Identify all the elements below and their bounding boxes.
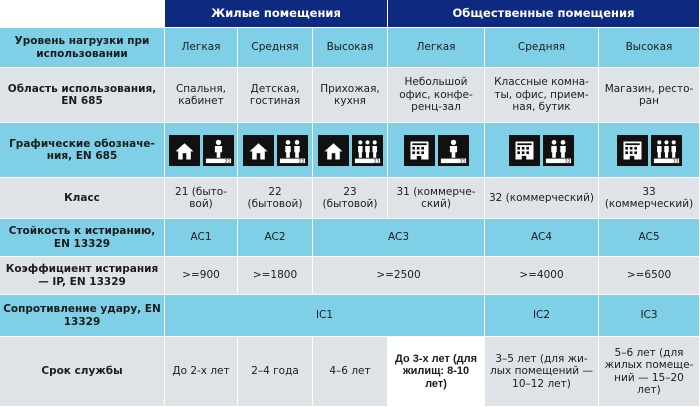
svg-text:23: 23 bbox=[373, 159, 380, 164]
abrasion-class-cell: AC2 bbox=[238, 219, 313, 257]
service-life-cell: До 2-х лет bbox=[165, 337, 238, 407]
symbol-cell-21 bbox=[165, 123, 238, 178]
usage-area-cell: Классные комна-ты, офис, прием-ная, бутик bbox=[485, 68, 599, 123]
row-label-load-level: Уровень нагрузки при использовании bbox=[0, 28, 165, 68]
usage-area-cell: Спальня, кабинет bbox=[165, 68, 238, 123]
service-life-cell: 2–4 года bbox=[238, 337, 313, 407]
symbol-cell-23 bbox=[313, 123, 388, 178]
abrasion-class-cell: AC3 bbox=[313, 219, 485, 257]
abrasion-class-cell: AC1 bbox=[165, 219, 238, 257]
house-icon bbox=[243, 135, 274, 166]
service-life-cell: 5–6 лет (для жилых помеще-ний — 15–20 лет) bbox=[599, 337, 700, 407]
impact-class-cell: IC3 bbox=[599, 295, 700, 337]
service-life-cell: 3–5 лет (для жи-лых помещений — 10–12 лет) bbox=[485, 337, 599, 407]
usage-area-cell: Магазин, ресто-ран bbox=[599, 68, 700, 123]
row-label-abrasion-coefficient: Коэффициент истирания — IP, EN 13329 bbox=[0, 257, 165, 295]
house-icon bbox=[318, 135, 349, 166]
usage-area-cell: Детская, гостиная bbox=[238, 68, 313, 123]
person-3-icon bbox=[651, 135, 682, 166]
row-label-class: Класс bbox=[0, 178, 165, 219]
symbol-cell-33 bbox=[599, 123, 700, 178]
impact-class-cell: IC2 bbox=[485, 295, 599, 337]
usage-area-cell: Небольшой офис, конфе-ренц-зал bbox=[388, 68, 485, 123]
class-cell: 23 (бытовой) bbox=[313, 178, 388, 219]
abrasion-coefficient-cell: >=6500 bbox=[599, 257, 700, 295]
load-level-cell: Средняя bbox=[485, 28, 599, 68]
load-level-cell: Легкая bbox=[165, 28, 238, 68]
svg-text:22: 22 bbox=[298, 159, 305, 164]
impact-class-cell: IC1 bbox=[165, 295, 485, 337]
symbol-cell-31 bbox=[388, 123, 485, 178]
header-corner bbox=[0, 0, 165, 28]
svg-text:32: 32 bbox=[564, 159, 571, 164]
service-life-cell: 4–6 лет bbox=[313, 337, 388, 407]
abrasion-coefficient-cell: >=900 bbox=[165, 257, 238, 295]
person-2-icon bbox=[277, 135, 308, 166]
class-cell: 21 (быто-вой) bbox=[165, 178, 238, 219]
abrasion-coefficient-cell: >=2500 bbox=[313, 257, 485, 295]
row-label-abrasion-resistance: Стойкость к истиранию, EN 13329 bbox=[0, 219, 165, 257]
class-cell: 31 (коммерче-ский) bbox=[388, 178, 485, 219]
load-level-cell: Высокая bbox=[313, 28, 388, 68]
class-cell: 22 (бытовой) bbox=[238, 178, 313, 219]
svg-text:31: 31 bbox=[459, 159, 466, 164]
class-cell: 33 (коммерческий) bbox=[599, 178, 700, 219]
service-life-cell-note: До 3-х лет (для жилищ: 8-10 лет) bbox=[388, 337, 485, 407]
house-icon bbox=[169, 135, 200, 166]
person-1-icon bbox=[438, 135, 469, 166]
header-residential: Жилые помещения bbox=[165, 0, 388, 28]
row-label-service-life: Срок службы bbox=[0, 337, 165, 407]
abrasion-class-cell: AC4 bbox=[485, 219, 599, 257]
office-building-icon bbox=[617, 135, 648, 166]
abrasion-class-cell: AC5 bbox=[599, 219, 700, 257]
load-level-cell: Высокая bbox=[599, 28, 700, 68]
office-building-icon bbox=[404, 135, 435, 166]
row-label-impact-resistance: Сопротивление удару, EN 13329 bbox=[0, 295, 165, 337]
header-public: Общественные помещения bbox=[388, 0, 700, 28]
class-cell: 32 (коммерческий) bbox=[485, 178, 599, 219]
person-3-icon bbox=[352, 135, 383, 166]
load-level-cell: Легкая bbox=[388, 28, 485, 68]
row-label-usage-area: Область использования, EN 685 bbox=[0, 68, 165, 123]
svg-text:21: 21 bbox=[224, 159, 231, 164]
usage-area-cell: Прихожая, кухня bbox=[313, 68, 388, 123]
abrasion-coefficient-cell: >=4000 bbox=[485, 257, 599, 295]
person-1-icon bbox=[203, 135, 234, 166]
abrasion-coefficient-cell: >=1800 bbox=[238, 257, 313, 295]
load-level-cell: Средняя bbox=[238, 28, 313, 68]
symbol-cell-32 bbox=[485, 123, 599, 178]
svg-text:33: 33 bbox=[672, 159, 679, 164]
row-label-graphic-symbols: Графические обозначе-ния, EN 685 bbox=[0, 123, 165, 178]
office-building-icon bbox=[509, 135, 540, 166]
symbol-cell-22 bbox=[238, 123, 313, 178]
person-2-icon bbox=[543, 135, 574, 166]
